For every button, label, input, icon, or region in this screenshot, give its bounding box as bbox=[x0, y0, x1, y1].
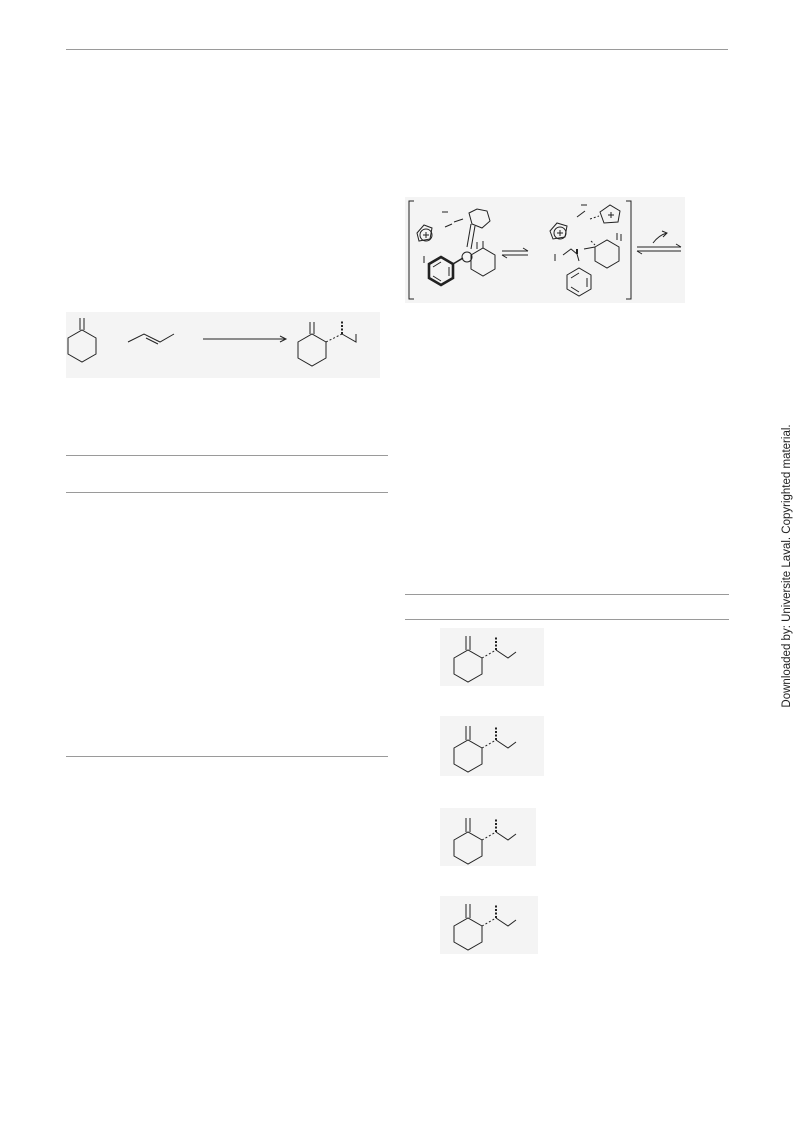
trans-2-butene-structure bbox=[128, 334, 174, 344]
pyrrolidine-cation-ring bbox=[600, 205, 620, 223]
imidazolium-ring-left bbox=[417, 225, 432, 241]
reaction-scheme bbox=[66, 312, 380, 378]
equilibrium-arrow-1 bbox=[502, 248, 528, 258]
product-structure-entry-2 bbox=[440, 716, 544, 776]
table-rule-right-top bbox=[405, 594, 729, 595]
cyclohexane-ring-left bbox=[471, 248, 495, 276]
table-rule-left-bottom bbox=[66, 756, 388, 757]
methylenecyclohexane-structure bbox=[68, 318, 96, 362]
pyrrolidine-ring-left bbox=[469, 209, 490, 228]
product-structure-entry-4 bbox=[440, 896, 538, 954]
product-structure-entry-1 bbox=[440, 628, 544, 686]
table-rule-left-header bbox=[66, 492, 388, 493]
alkylated-methylenecyclohexane-structure bbox=[298, 320, 356, 366]
left-bracket bbox=[409, 201, 414, 299]
header-rule bbox=[66, 49, 728, 50]
reaction-arrow bbox=[203, 336, 286, 342]
product-structure-entry-3 bbox=[440, 808, 536, 866]
right-bracket bbox=[626, 201, 631, 299]
cyclohexane-ring-right bbox=[595, 240, 619, 268]
table-rule-left-top bbox=[66, 455, 388, 456]
mechanism-scheme bbox=[405, 197, 690, 305]
table-rule-right-header bbox=[405, 619, 729, 620]
download-notice: Downloaded by: Universite Laval. Copyrighted material. bbox=[781, 424, 793, 708]
equilibrium-arrow-2 bbox=[637, 244, 681, 254]
